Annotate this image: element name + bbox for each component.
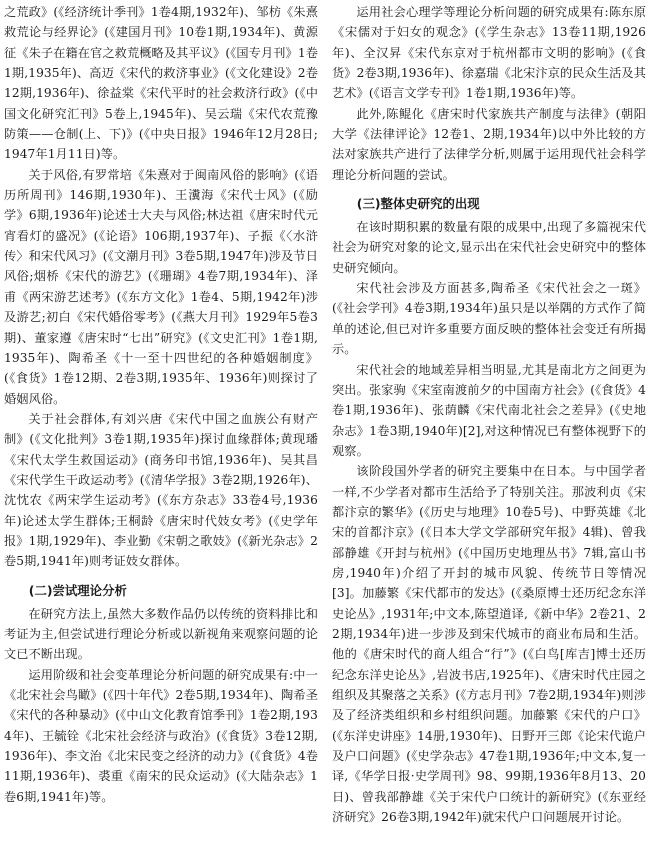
paragraph-customs: 关于风俗,有罗常培《朱熹对于闽南风俗的影响》(《语历所周刊》146期,1930年)、王瀵海《宋代士风》(《励学》6期,1936年)论述士大夫与风俗;林达祖《唐宋时代元宵看灯的盛况》(《论语》106期,1937年)、子振《〈水浒传〉和宋代风习》(《文潮月刊》3卷5期,1947年)涉及节日风俗;烟桥《宋代的游艺》(《珊瑚》4卷7期,1934年)、泽甫《两宋游艺述考》(《东方文化》1卷4、5期,1942年)涉及游艺;初白《宋代婚俗零考》(《燕大月刊》1929年5卷3期)、董家遵《唐宋时“七出”研究》(《文史汇刊》1卷1期,1935年)、陶希圣《十一至十四世纪的各种婚姻制度》(《食货》1卷12期、2卷3期,1935年、1936年)则探讨了婚姻风俗。	[4, 167, 318, 406]
paragraph-method: 在研究方法上,虽然大多数作品仍以传统的资料排比和考证为主,但尝试进行理论分析或以新视角来观察问题的论文已不断出现。	[4, 606, 318, 662]
paragraph-relief-works: 之荒政》(《经济统计季刊》1卷4期,1932年)、邹枋《朱熹救荒论与经界论》(《建国月刊》10卷1期,1934年)、黄源征《朱子在籍在官之救荒概略及其平议》(《国专月刊》1卷1期,1935年)、高迈《宋代的救济事业》(《文化建设》2卷12期,1936年)、徐益棠《宋代平时的社会救济行政》(《中国文化研究汇刊》5卷上,1945年)、吴云瑞《宋代农荒豫防策——仓制(上、下)》(《中央日报》1946年12月28日;1947年1月11日)等。	[4, 5, 318, 162]
paragraph-social-psychology: 运用社会心理学等理论分析问题的研究成果有:陈东原《宋儒对于妇女的观念》(《学生杂志》13卷11期,1926年)、全汉昇《宋代东京对于杭州都市文明的影响》(《食货》2卷3期,1936年)、徐嘉瑞《北宋汴京的民众生活及其艺术》(《语言文学专刊》1卷1期,1936年)等。	[332, 5, 646, 101]
paragraph-regional-differences: 宋代社会的地域差异相当明显,尤其是南北方之间更为突出。张家驹《宋室南渡前夕的中国南方社会》(《食货》4卷1期,1936年)、张荫麟《宋代南北社会之差异》(《史地杂志》1卷3期,1940年)[2],对这种情况已有整体视野下的观察。	[332, 362, 646, 458]
left-column	[4, 2, 318, 859]
paragraph-foreign-scholarship: 该阶段国外学者的研究主要集中在日本。与中国学者一样,不少学者对都市生活给予了特别关注。那波利贞《宋都汴京的繁华》(《历史与地理》10卷5号)、中野英雄《北宋的首都汴京》(《日本大学文学部研究年报》4辑)、曾我部静雄《开封与杭州》(《中国历史地理丛书》7辑,富山书房,1940年)介绍了开封的城市风貌、传统节日等情况[3]。加藤繁《宋代都市的发达》(《桑原博士还历纪念东洋史论丛》,1931年;中文本,陈望道译,《新中华》2卷21、22期,1934年)进一步涉及到宋代城市的商业布局和生活。他的《唐宋时代的商人组合“行”》(《白鸟[库吉]博士还历纪念东洋史论丛》,岩波书店,1925年)、《唐宋时代庄园之组织及其聚落之关系》(《方志月刊》7卷2期,1934年)则涉及了经济类组织和乡村组织问题。加藤繁《宋代的户口》(《东洋史讲座》14册,1930年)、日野开三郎《论宋代诡户及户口问题》(《史学杂志》47卷1期,1936年;中文本,复一译,《华学日报·史学周刊》98、99期,1936年8月13、20日)、曾我部静雄《关于宋代户口统计的新研究》(《东亚经济研究》26卷3期,1942年)就宋代户口问题展开讨论。	[332, 464, 646, 825]
section-heading-theory: (二)尝试理论分析	[28, 582, 127, 598]
paragraph-holistic-intro: 在该时期积累的数量有限的成果中,出现了多篇视宋代社会为研究对象的论文,显示出在宋代社会史研究中的整体史研究倾向。	[332, 220, 646, 275]
right-column	[332, 2, 646, 859]
paragraph-legal-analysis: 此外,陈鲲化《唐宋时代家族共产制度与法律》(朝阳大学《法律评论》12卷1、2期,1934年)以中外比较的方法对家族共产进行了法律学分析,则属于运用现代社会科学理论分析问题的尝试。	[332, 106, 646, 182]
paragraph-society-aspects: 宋代社会涉及方面甚多,陶希圣《宋代社会之一斑》(《社会学刊》4卷3期,1934年)虽只是以举隅的方式作了简单的述论,但已对许多重要方面反映的整体社会变迁有所揭示。	[332, 281, 646, 357]
section-heading-holistic: (三)整体史研究的出现	[356, 196, 480, 212]
paragraph-social-groups: 关于社会群体,有刘兴唐《宋代中国之血族公有财产制》(《文化批判》3卷1期,1935年)探讨血缘群体;黄现璠《宋代太学生救国运动》(商务印书馆,1936年)、吴其昌《宋代学生干政运动考》(《清华学报》3卷2期,1926年)、沈忱农《两宋学生运动考》(《东方杂志》33卷4号,1936年)论述太学生群体;王桐龄《唐宋时代妓女考》(《史学年报》1期,1929年)、李业勤《宋朝之歌妓》(《新光杂志》2卷5期,1941年)则考证妓女群体。	[4, 411, 318, 569]
paragraph-class-theory: 运用阶级和社会变革理论分析问题的研究成果有:中一《北宋社会鸟瞰》(《四十年代》2卷5期,1934年)、陶希圣《宋代的各种暴动》(《中山文化教育馆季刊》1卷2期,1934年)、王毓铨《北宋社会经济与政治》(《食货》3卷12期,1936年)、李文治《北宋民变之经济的动力》(《食货》4卷11期,1936年)、裘重《南宋的民众运动》(《大陆杂志》1卷6期,1941年)等。	[4, 667, 318, 804]
